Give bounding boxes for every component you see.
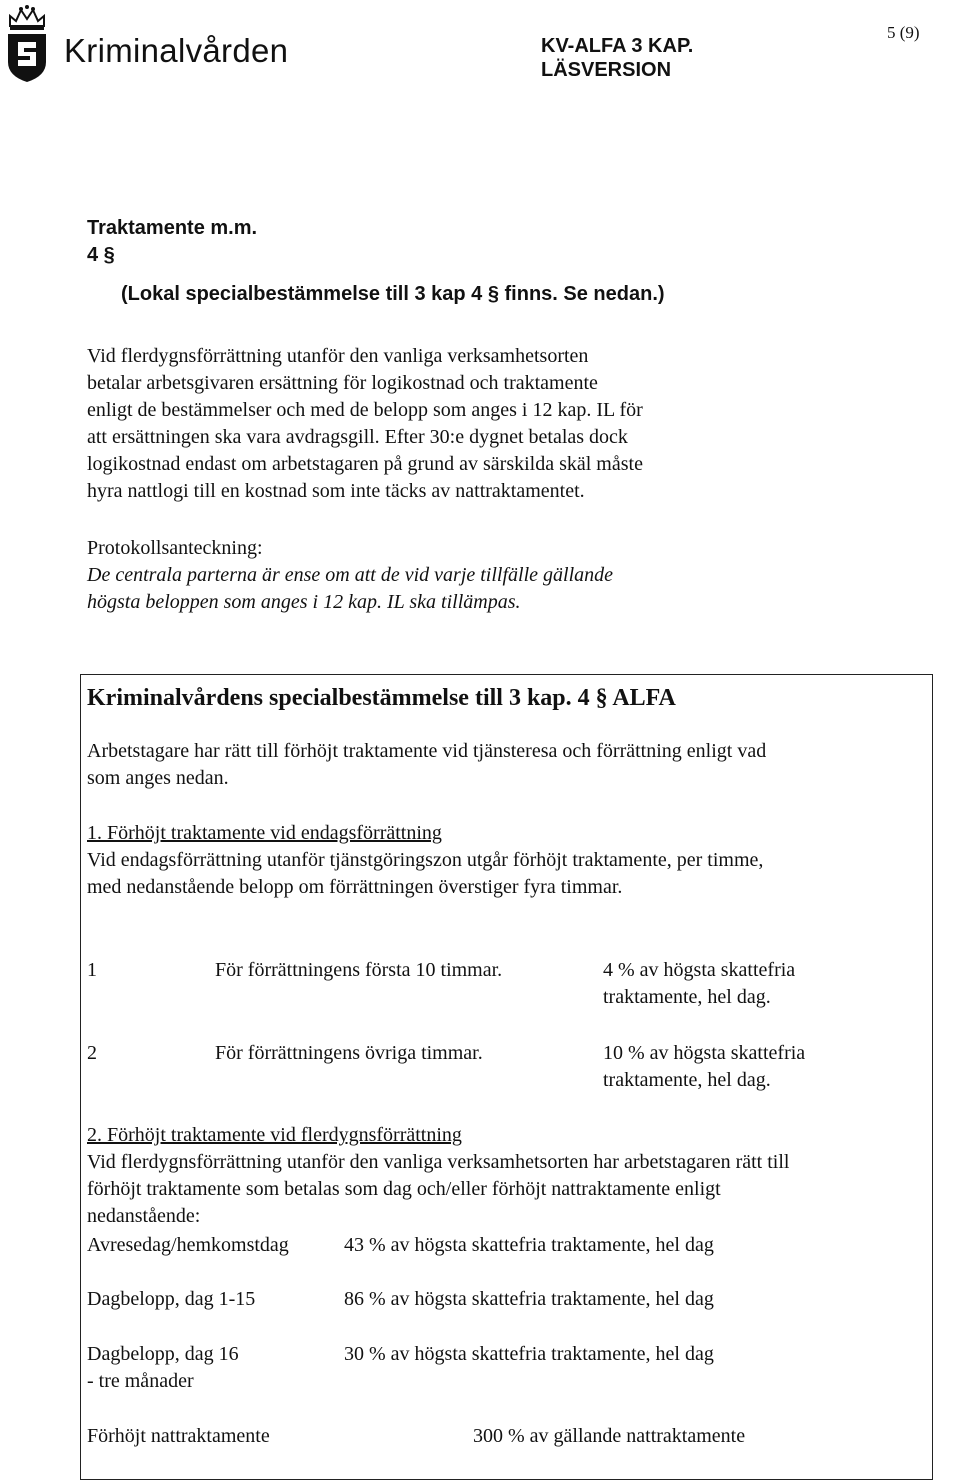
part1-line: med nedanstående belopp om förrättningen överstiger fyra timmar. xyxy=(87,876,623,898)
rate-row-number: 2 xyxy=(87,1042,97,1064)
rate-row-desc: För förrättningens första 10 timmar. xyxy=(215,959,503,981)
part2-title: 2. Förhöjt traktamente vid flerdygnsförrättning xyxy=(87,1124,462,1146)
part2-line: förhöjt traktamente som betalas som dag och/eller förhöjt nattraktamente enligt xyxy=(87,1178,721,1200)
allowance-value: 43 % av högsta skattefria traktamente, hel dag xyxy=(344,1234,714,1256)
protocol-line: högsta beloppen som anges i 12 kap. IL ska tillämpas. xyxy=(87,591,521,613)
rate-row-value: 4 % av högsta skattefria xyxy=(603,959,796,981)
page-number: 5 (9) xyxy=(887,23,920,42)
body-line: logikostnad endast om arbetstagaren på grund av särskilda skäl måste xyxy=(87,453,643,475)
protocol-label: Protokollsanteckning: xyxy=(87,537,263,559)
allowance-value: 86 % av högsta skattefria traktamente, hel dag xyxy=(344,1288,714,1310)
rate-row-value: traktamente, hel dag. xyxy=(603,1069,771,1091)
protocol-line: De centrala parterna är ense om att de vid varje tillfälle gällande xyxy=(87,564,614,586)
part1-title: 1. Förhöjt traktamente vid endagsförrättning xyxy=(87,822,442,844)
allowance-value: 300 % av gällande nattraktamente xyxy=(473,1425,746,1447)
allowance-label: Förhöjt nattraktamente xyxy=(87,1425,270,1447)
org-name: Kriminalvården xyxy=(64,32,289,69)
special-heading: Kriminalvårdens specialbestämmelse till 3 kap. 4 § ALFA xyxy=(87,685,676,711)
rate-row-desc: För förrättningens övriga timmar. xyxy=(215,1042,483,1064)
body-line: betalar arbetsgivaren ersättning för logikostnad och traktamente xyxy=(87,372,598,394)
allowance-label: Dagbelopp, dag 1-15 xyxy=(87,1288,256,1310)
allowance-label-cont: - tre månader xyxy=(87,1370,194,1392)
rate-row-value: traktamente, hel dag. xyxy=(603,986,771,1008)
body-line: att ersättningen ska vara avdragsgill. Efter 30:e dygnet betalas dock xyxy=(87,426,628,448)
allowance-label: Avresedag/hemkomstdag xyxy=(87,1234,289,1256)
body-line: Vid flerdygnsförrättning utanför den vanliga verksamhetsorten xyxy=(87,345,589,367)
part2-line: Vid flerdygnsförrättning utanför den vanliga verksamhetsorten har arbetstagaren rätt till xyxy=(87,1151,790,1173)
body-line: enligt de bestämmelser och med de belopp som anges i 12 kap. IL för xyxy=(87,399,643,421)
intro-line: Arbetstagare har rätt till förhöjt traktamente vid tjänsteresa och förrättning enligt vad xyxy=(87,740,767,762)
allowance-value: 30 % av högsta skattefria traktamente, hel dag xyxy=(344,1343,714,1365)
org-logo xyxy=(4,4,304,84)
doc-title-line2: LÄSVERSION xyxy=(541,59,672,81)
intro-line: som anges nedan. xyxy=(87,767,229,789)
part2-line: nedanstående: xyxy=(87,1205,201,1227)
body-line: hyra nattlogi till en kostnad som inte täcks av nattraktamentet. xyxy=(87,480,585,502)
rate-row-value: 10 % av högsta skattefria xyxy=(603,1042,806,1064)
doc-title-line1: KV-ALFA 3 KAP. xyxy=(541,35,694,57)
crown-shield-icon xyxy=(4,4,50,84)
section-heading: Traktamente m.m. xyxy=(87,217,258,239)
part1-line: Vid endagsförrättning utanför tjänstgöringszon utgår förhöjt traktamente, per timme, xyxy=(87,849,764,871)
paragraph-number: 4 § xyxy=(87,244,115,266)
allowance-label: Dagbelopp, dag 16 xyxy=(87,1343,239,1365)
rate-row-number: 1 xyxy=(87,959,97,981)
local-note: (Lokal specialbestämmelse till 3 kap 4 § finns. Se nedan.) xyxy=(121,283,665,305)
